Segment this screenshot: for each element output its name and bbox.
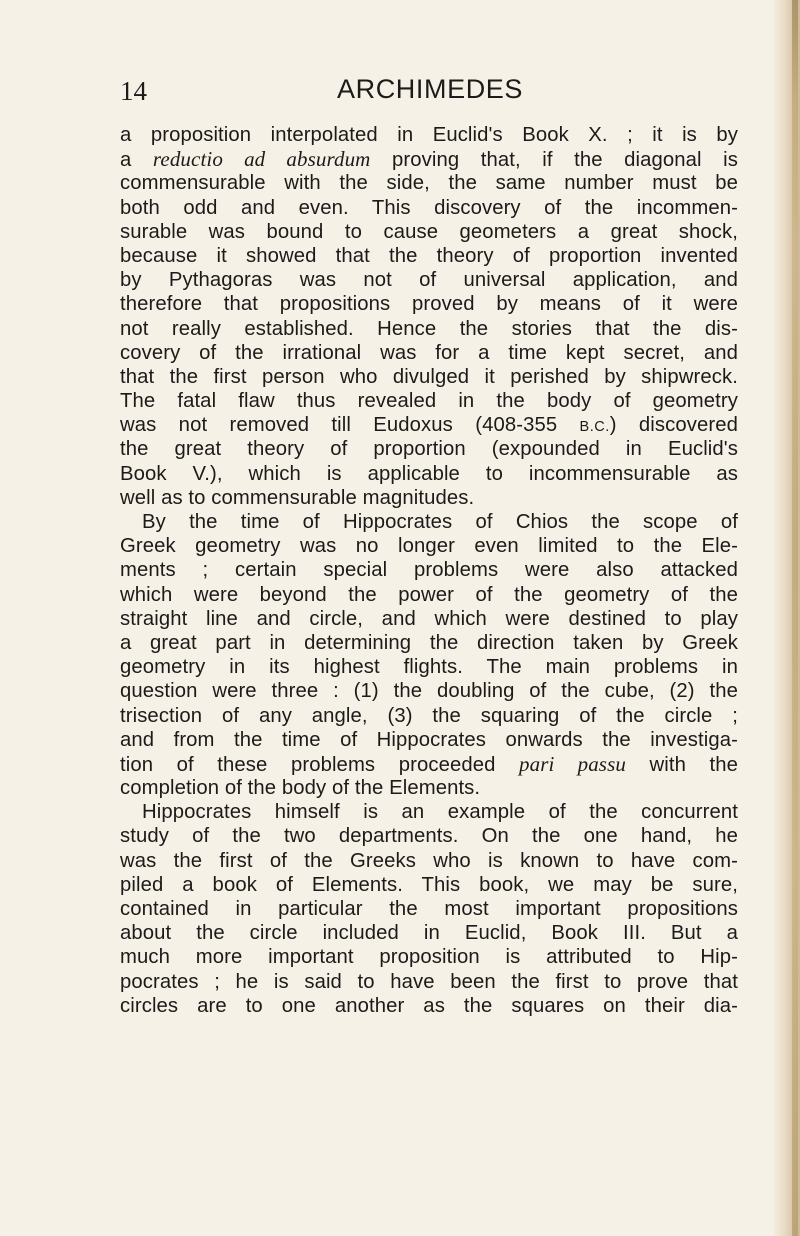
paragraph-end-line: well as to commensurable magnitudes. [120,486,475,509]
text-line: much more important proposition is attributed to Hip- [120,946,738,969]
text-line: tion of these problems proceeded pari passu with the [120,751,739,776]
text-line: contained in particular the most important propositions [120,898,738,920]
text-line: The fatal flaw thus revealed in the body of geometry [120,390,738,413]
text-line: circles are to one another as the squares on their dia- [120,994,738,1017]
text-line: Greek geometry was no longer even limited to the Ele- [120,535,738,558]
text-line: piled a book of Elements. This book, we may be sure, [120,873,738,896]
body-text [120,123,738,1018]
page-number: 14 [120,76,147,106]
text-line: study of the two departments. On the one hand, he [120,825,738,848]
text-line: geometry in its highest flights. The main problems in [120,656,738,679]
page-edge [774,0,800,1236]
running-title: ARCHIMEDES [337,74,524,104]
text-line: straight line and circle, and which were destined to play [120,607,738,630]
text-line: and from the time of Hippocrates onwards the investiga- [120,728,738,751]
text-line: was not removed till Eudoxus (408-355 B.C.) discovered [120,414,738,437]
text-line: about the circle included in Euclid, Book III. But a [120,922,738,945]
text-line: because it showed that the theory of proportion invented [120,244,738,267]
text-line: a great part in determining the direction taken by Greek [120,631,738,654]
text-line: surable was bound to cause geometers a great shock, [120,220,738,243]
text-line: Book V.), which is applicable to incommensurable as [120,462,738,485]
text-line: pocrates ; he is said to have been the first to prove that [120,970,738,993]
text-line: commensurable with the side, the same number must be [120,172,738,195]
paragraph-end-line: completion of the body of the Elements. [120,777,481,800]
text-line: ments ; certain special problems were also attacked [120,559,738,582]
text-line: the great theory of proportion (expounded in Euclid's [120,438,738,461]
text-line: not really established. Hence the stories that the dis- [120,317,738,340]
text-line: was the first of the Greeks who is known to have com- [120,849,738,872]
italic-phrase: reductio ad absurdum [152,147,371,172]
text-line: both odd and even. This discovery of the incommen- [120,196,738,219]
page-header [0,72,800,106]
paragraph-start-line: Hippocrates himself is an example of the concurrent [142,801,738,824]
text-line: therefore that propositions proved by means of it were [120,293,738,316]
text-line: a proposition interpolated in Euclid's Book X. ; it is by [120,124,738,146]
text-line: that the first person who divulged it perished by shipwreck. [120,365,738,388]
text-line: which were beyond the power of the geometry of the [120,583,738,606]
text-line: by Pythagoras was not of universal application, and [120,269,738,292]
page-edge-shadow [792,0,798,1236]
text-line: covery of the irrational was for a time kept secret, and [120,341,738,364]
text-line: trisection of any angle, (3) the squaring of the circle ; [120,704,738,727]
text-line: question were three : (1) the doubling of the cube, (2) the [120,680,738,703]
text-line: a reductio ad absurdum proving that, if the diagonal is [120,147,738,172]
paragraph-start-line: By the time of Hippocrates of Chios the scope of [142,511,738,533]
italic-phrase: pari passu [519,751,626,776]
era-abbreviation: B.C. [579,419,610,436]
